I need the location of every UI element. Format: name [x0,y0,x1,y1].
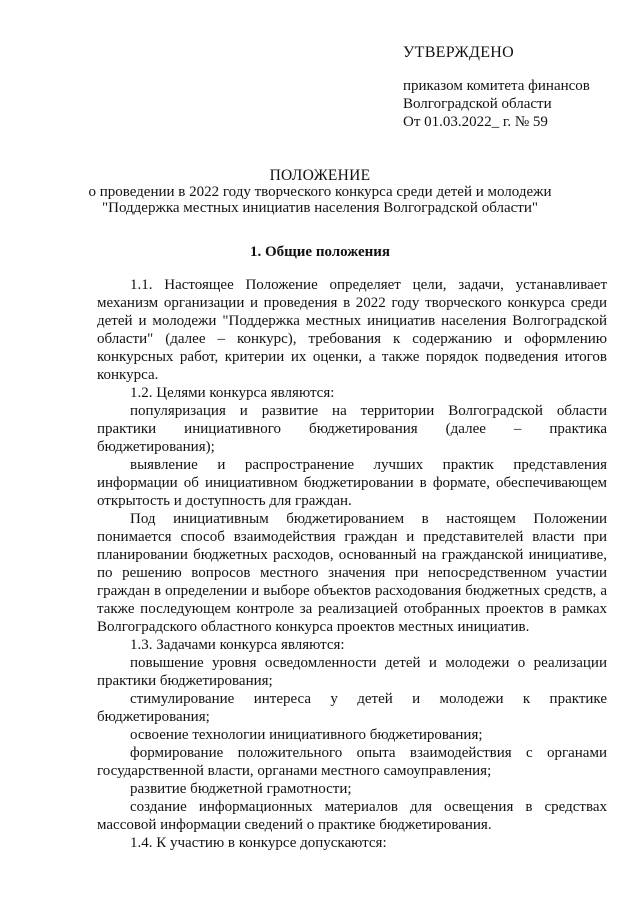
section-heading: 1. Общие положения [249,244,391,260]
document-title [60,168,580,216]
approval-order-line: приказом комитета финансов [403,78,590,94]
paragraph-task-4: формирование положительного опыта взаимодействия с органами государственной власти, органами местного самоуправления; [97,745,607,779]
paragraph-definition: Под инициативным бюджетированием в настоящем Положении понимается способ взаимодействия граждан и представителей власти при планировании бюджетных расходов, основанный на гражданской инициативе, по решению вопросов местного значения при непосредственном участии граждан в определении и выборе объектов расходования бюджетных средств, а также последующем контроле за реализацией отобранных проектов в рамках Волгоградского областного конкурса проектов местных инициатив. [97,511,607,635]
document-body [97,276,607,852]
paragraph-task-1: повышение уровня осведомленности детей и молодежи о реализации практики бюджетирования; [97,655,607,689]
paragraph-task-3: освоение технологии инициативного бюджетирования; [130,727,483,743]
paragraph-1-2: 1.2. Целями конкурса являются: [130,385,335,401]
approved-label: УТВЕРЖДЕНО [403,44,515,61]
paragraph-task-6: создание информационных материалов для освещения в средствах массовой информации сведений о практике бюджетирования. [97,799,607,833]
paragraph-goal-1: популяризация и развитие на территории Волгоградской области практики инициативного бюджетирования (далее – практика бюджетирования); [97,403,607,455]
paragraph-goal-2: выявление и распространение лучших практик представления информации об инициативном бюджетировании в формате, обеспечивающем открытость и доступность для граждан. [97,457,607,509]
approval-region-line: Волгоградской области [403,96,552,112]
title-subtitle-1: о проведении в 2022 году творческого конкурса среди детей и молодежи [88,184,552,200]
approval-date-line: От 01.03.2022_ г. № 59 [403,114,548,130]
paragraph-1-4: 1.4. К участию в конкурсе допускаются: [130,835,387,851]
approval-stamp [403,43,623,131]
paragraph-1-3: 1.3. Задачами конкурса являются: [130,637,345,653]
title-main: ПОЛОЖЕНИЕ [269,167,371,184]
paragraph-1-1: 1.1. Настоящее Положение определяет цели, задачи, устанавливает механизм организации и проведения в 2022 году творческого конкурса среди детей и молодежи "Поддержка местных инициатив населения Волгоградской области" (далее – конкурс), требования к содержанию и оформлению конкурсных работ, критерии их оценки, а также порядок подведения итогов конкурса. [97,277,607,383]
title-subtitle-2: "Поддержка местных инициатив населения Волгоградской области" [102,200,538,216]
paragraph-task-2: стимулирование интереса у детей и молодежи к практике бюджетирования; [97,691,607,725]
paragraph-task-5: развитие бюджетной грамотности; [130,781,352,797]
